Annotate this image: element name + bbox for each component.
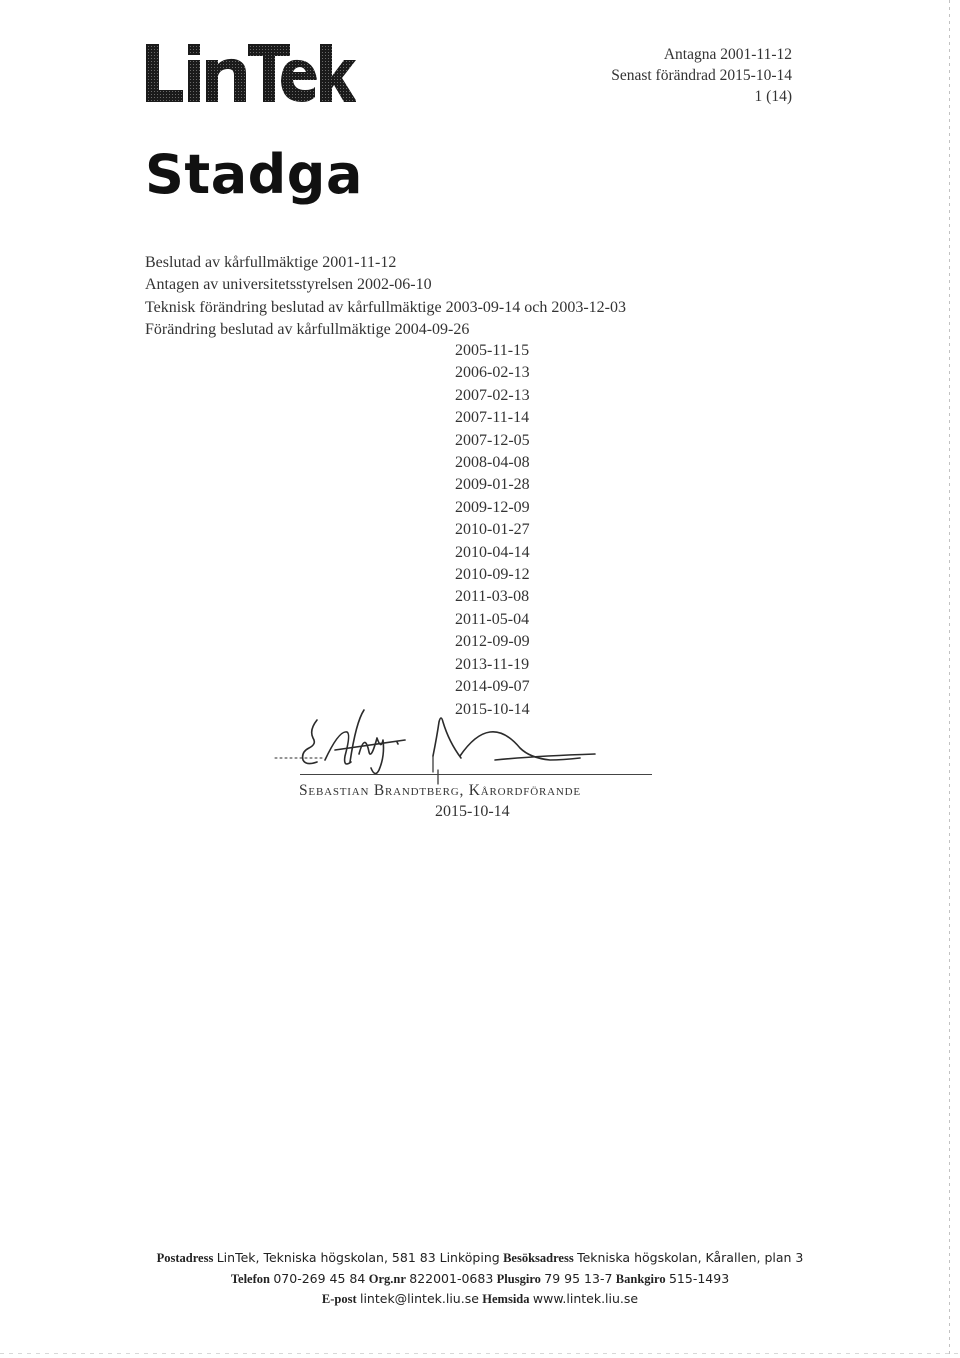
- revision-date: 2005-11-15: [455, 342, 530, 359]
- revision-history: [145, 252, 626, 342]
- revision-date: 2009-01-28: [455, 476, 530, 494]
- page-number: 1 (14): [754, 88, 792, 105]
- revision-date: 2007-12-05: [455, 431, 530, 449]
- lintek-logo-graphic: [144, 36, 356, 106]
- history-line: Teknisk förändring beslutad av kårfullmäktige 2003-09-14 och 2003-12-03: [145, 298, 626, 316]
- phone-label: Telefon: [230, 1271, 270, 1286]
- footer-row-numbers: [0, 1269, 960, 1290]
- history-line: Beslutad av kårfullmäktige 2001-11-12: [145, 254, 397, 271]
- org-number: 822001-0683: [409, 1270, 494, 1286]
- revision-date: 2010-09-12: [455, 566, 530, 584]
- email-address: lintek@lintek.liu.se: [359, 1291, 479, 1306]
- revision-date: 2015-10-14: [455, 700, 530, 718]
- footer-row-web: [0, 1289, 960, 1310]
- revision-date: 2011-03-08: [455, 588, 530, 606]
- revision-date: 2008-04-08: [455, 454, 530, 472]
- bankgiro-label: Bankgiro: [615, 1271, 666, 1286]
- lintek-logo: [144, 36, 356, 106]
- footer-contact: [0, 1248, 960, 1310]
- footer-row-address: [0, 1248, 960, 1269]
- revision-date: 2011-05-04: [455, 610, 530, 628]
- website-label: Hemsida: [482, 1292, 530, 1306]
- visiting-address: Tekniska högskolan, Kårallen, plan 3: [577, 1250, 804, 1265]
- signature-line: [300, 774, 652, 775]
- phone-number: 070-269 45 84: [273, 1270, 366, 1286]
- postal-address-label: Postadress: [156, 1251, 214, 1265]
- revision-date: 2010-04-14: [455, 543, 530, 561]
- visiting-address-label: Besöksadress: [503, 1251, 574, 1265]
- scan-edge-bottom: [0, 1353, 960, 1354]
- postal-address: LinTek, Tekniska högskolan, 581 83 Linköping: [216, 1250, 500, 1265]
- org-number-label: Org.nr: [368, 1271, 406, 1286]
- revision-date: 2014-09-07: [455, 678, 530, 696]
- last-changed-date: Senast förändrad 2015-10-14: [611, 67, 792, 84]
- history-line: Antagen av universitetsstyrelsen 2002-06-10: [145, 276, 432, 294]
- adopted-date: Antagna 2001-11-12: [663, 46, 792, 63]
- plusgiro-label: Plusgiro: [496, 1271, 541, 1286]
- revision-date: 2006-02-13: [455, 364, 530, 382]
- document-meta: [611, 44, 792, 107]
- scan-edge-right: [949, 0, 950, 1358]
- revision-date: 2013-11-19: [455, 655, 530, 673]
- signature-date: 2015-10-14: [435, 803, 510, 820]
- revision-date: 2012-09-09: [455, 633, 530, 651]
- signer-name: Sebastian Brandtberg, Kårordförande: [299, 782, 581, 799]
- revision-date: 2009-12-09: [455, 498, 530, 516]
- revision-date: 2007-02-13: [455, 386, 530, 404]
- revision-date: 2007-11-14: [455, 409, 530, 427]
- revision-dates: [455, 340, 530, 721]
- website-url: www.lintek.liu.se: [532, 1291, 639, 1306]
- revision-date: 2010-01-27: [455, 521, 530, 539]
- bankgiro-number: 515-1493: [668, 1270, 730, 1286]
- plusgiro-number: 79 95 13-7: [544, 1270, 613, 1286]
- email-label: E-post: [321, 1292, 357, 1306]
- page-title: Stadga: [145, 143, 363, 206]
- history-line: Förändring beslutad av kårfullmäktige 2004-09-26: [145, 321, 470, 339]
